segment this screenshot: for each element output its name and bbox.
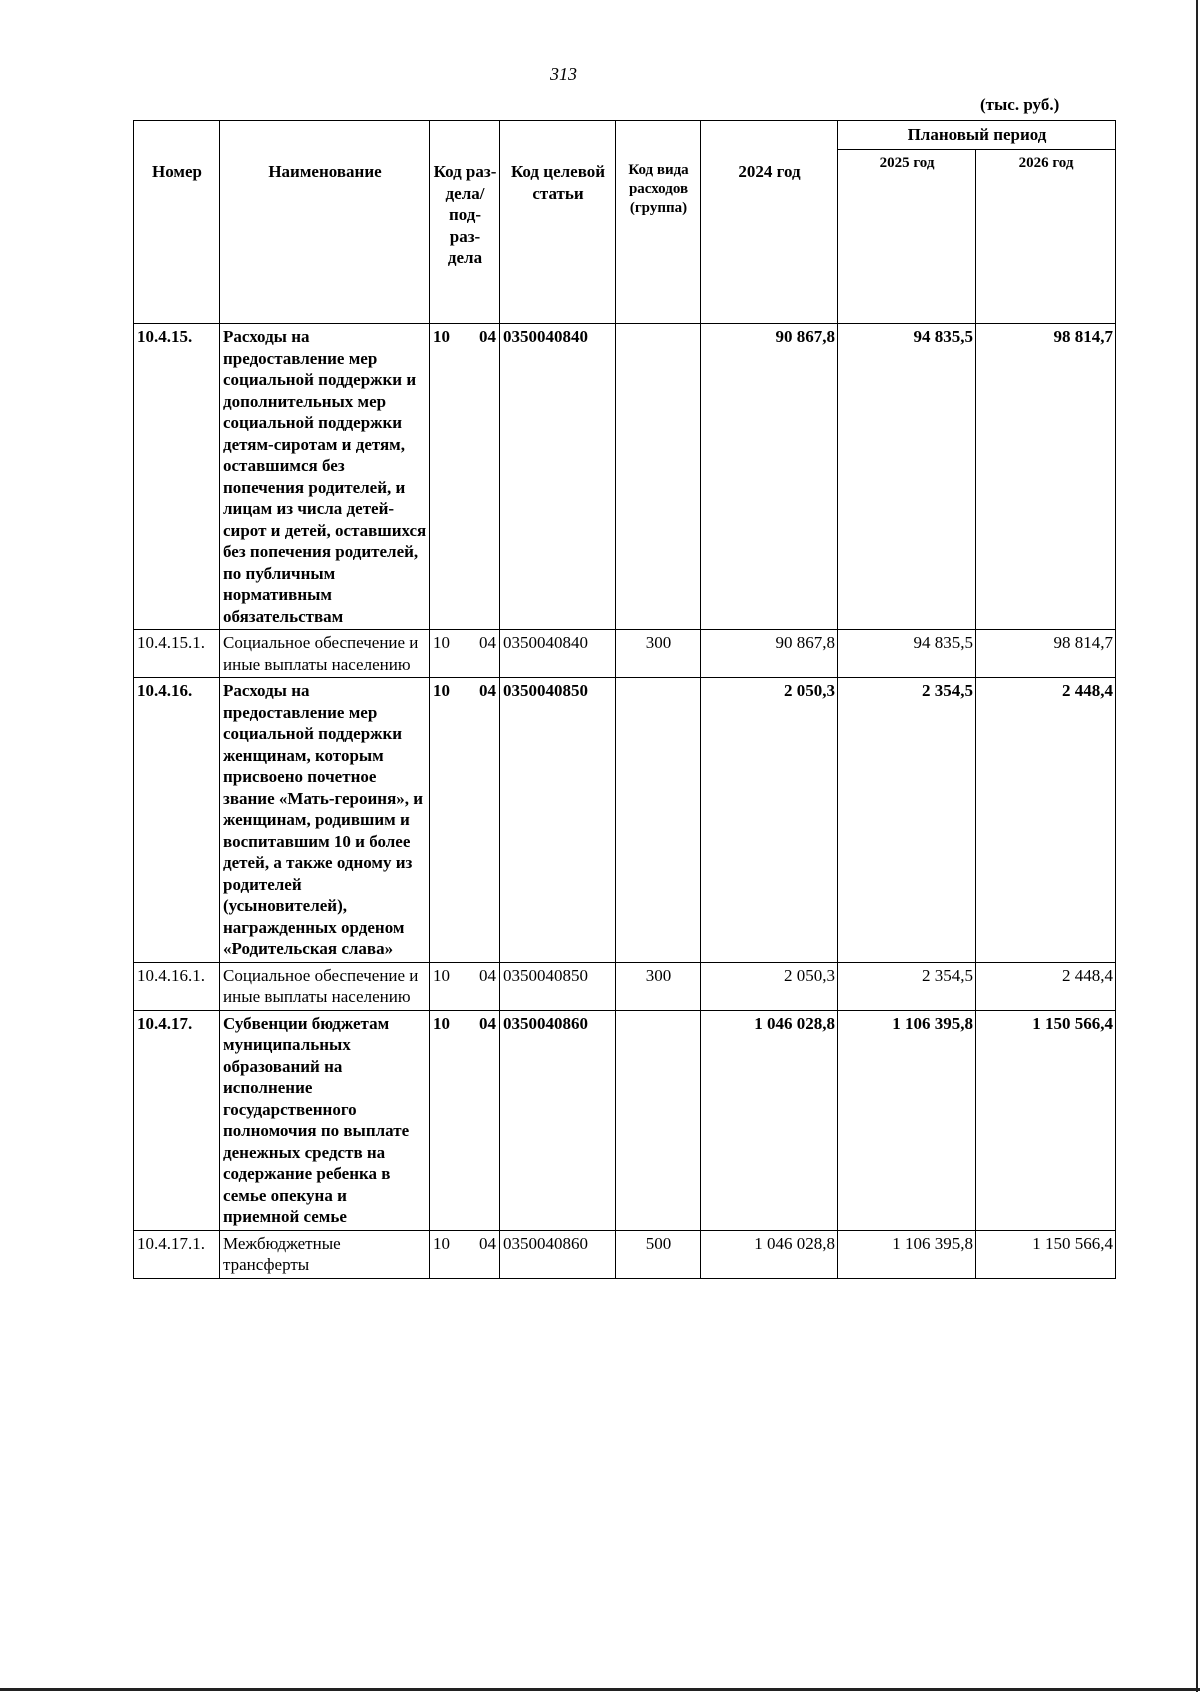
cell-year-2026: 98 814,7 (976, 324, 1116, 630)
cell-name: Расходы на предоставление мер социальной поддержки и дополнительных мер социальной поддержки детям-сиротам и детям, оставшимся без попечения родителей, и лицам из числа детей-сирот и детей, оставшихся без попечения родителей, по публичным нормативным обязательствам (220, 324, 430, 630)
cell-target-code: 0350040860 (500, 1010, 616, 1230)
cell-year-2025: 2 354,5 (838, 678, 976, 963)
cell-name: Социальное обеспечение и иные выплаты населению (220, 630, 430, 678)
cell-expense-type: 300 (616, 962, 701, 1010)
cell-target-code: 0350040850 (500, 678, 616, 963)
cell-expense-type (616, 678, 701, 963)
cell-number: 10.4.17.1. (134, 1230, 220, 1278)
header-year-2024: 2024 год (701, 121, 838, 324)
cell-number: 10.4.17. (134, 1010, 220, 1230)
cell-number: 10.4.16.1. (134, 962, 220, 1010)
units-label: (тыс. руб.) (980, 95, 1060, 114)
cell-year-2026: 2 448,4 (976, 962, 1116, 1010)
razdel-code: 10 (433, 681, 450, 700)
cell-year-2025: 2 354,5 (838, 962, 976, 1010)
cell-year-2024: 2 050,3 (701, 962, 838, 1010)
header-year-2026: 2026 год (976, 149, 1116, 323)
cell-target-code: 0350040860 (500, 1230, 616, 1278)
cell-number: 10.4.15. (134, 324, 220, 630)
razdel-code: 10 (433, 633, 450, 652)
podrazdel-code: 04 (479, 633, 496, 652)
razdel-code: 10 (433, 1013, 450, 1033)
razdel-code: 10 (433, 965, 450, 985)
cell-razdel (430, 1010, 500, 1230)
cell-number: 10.4.16. (134, 678, 220, 963)
page-number: 313 (550, 64, 577, 84)
table-row (134, 630, 1116, 678)
header-planning-period: Плановый период (838, 121, 1116, 150)
cell-year-2024: 1 046 028,8 (701, 1010, 838, 1230)
podrazdel-code: 04 (479, 681, 496, 700)
cell-expense-type: 500 (616, 1230, 701, 1278)
cell-year-2025: 94 835,5 (838, 324, 976, 630)
cell-target-code: 0350040840 (500, 630, 616, 678)
cell-year-2024: 90 867,8 (701, 630, 838, 678)
cell-year-2026: 1 150 566,4 (976, 1230, 1116, 1278)
cell-target-code: 0350040840 (500, 324, 616, 630)
budget-table (133, 120, 1116, 1279)
razdel-code: 10 (433, 1233, 450, 1253)
podrazdel-code: 04 (479, 1013, 496, 1033)
razdel-code: 10 (433, 327, 450, 346)
cell-year-2026: 2 448,4 (976, 678, 1116, 963)
header-year-2025: 2025 год (838, 149, 976, 323)
header-razdel-code: Код раз- дела/ под- раз- дела (430, 121, 500, 324)
cell-target-code: 0350040850 (500, 962, 616, 1010)
cell-year-2025: 94 835,5 (838, 630, 976, 678)
cell-name: Расходы на предоставление мер социальной поддержки женщинам, которым присвоено почетное звание «Мать-героиня», и женщинам, родившим и воспитавшим 10 и более детей, а также одному из родителей (усыновителей), награжденных орденом «Родительская слава» (220, 678, 430, 963)
podrazdel-code: 04 (479, 965, 496, 985)
header-number: Номер (134, 121, 220, 324)
header-target-code: Код целевой статьи (500, 121, 616, 324)
table-row (134, 324, 1116, 630)
header-expense-type-code: Код вида расходов (группа) (616, 121, 701, 324)
table-row (134, 1010, 1116, 1230)
table-row (134, 962, 1116, 1010)
cell-razdel (430, 962, 500, 1010)
cell-razdel (430, 324, 500, 630)
cell-year-2024: 2 050,3 (701, 678, 838, 963)
cell-year-2024: 90 867,8 (701, 324, 838, 630)
cell-name: Межбюджетные трансферты (220, 1230, 430, 1278)
scan-edge-bottom (0, 1688, 1200, 1691)
cell-year-2026: 98 814,7 (976, 630, 1116, 678)
cell-razdel (430, 630, 500, 678)
scan-edge-right (1196, 0, 1198, 1692)
cell-name: Социальное обеспечение и иные выплаты населению (220, 962, 430, 1010)
table-row (134, 678, 1116, 963)
table-header (134, 121, 1116, 324)
cell-year-2025: 1 106 395,8 (838, 1230, 976, 1278)
header-name: Наименование (220, 121, 430, 324)
cell-expense-type (616, 324, 701, 630)
table-row (134, 1230, 1116, 1278)
cell-name: Субвенции бюджетам муниципальных образований на исполнение государственного полномочия по выплате денежных средств на содержание ребенка в семье опекуна и приемной семье (220, 1010, 430, 1230)
podrazdel-code: 04 (479, 327, 496, 346)
cell-year-2024: 1 046 028,8 (701, 1230, 838, 1278)
cell-expense-type (616, 1010, 701, 1230)
cell-number: 10.4.15.1. (134, 630, 220, 678)
cell-razdel (430, 1230, 500, 1278)
cell-year-2026: 1 150 566,4 (976, 1010, 1116, 1230)
cell-year-2025: 1 106 395,8 (838, 1010, 976, 1230)
podrazdel-code: 04 (479, 1233, 496, 1253)
table-body (134, 324, 1116, 1279)
cell-expense-type: 300 (616, 630, 701, 678)
cell-razdel (430, 678, 500, 963)
